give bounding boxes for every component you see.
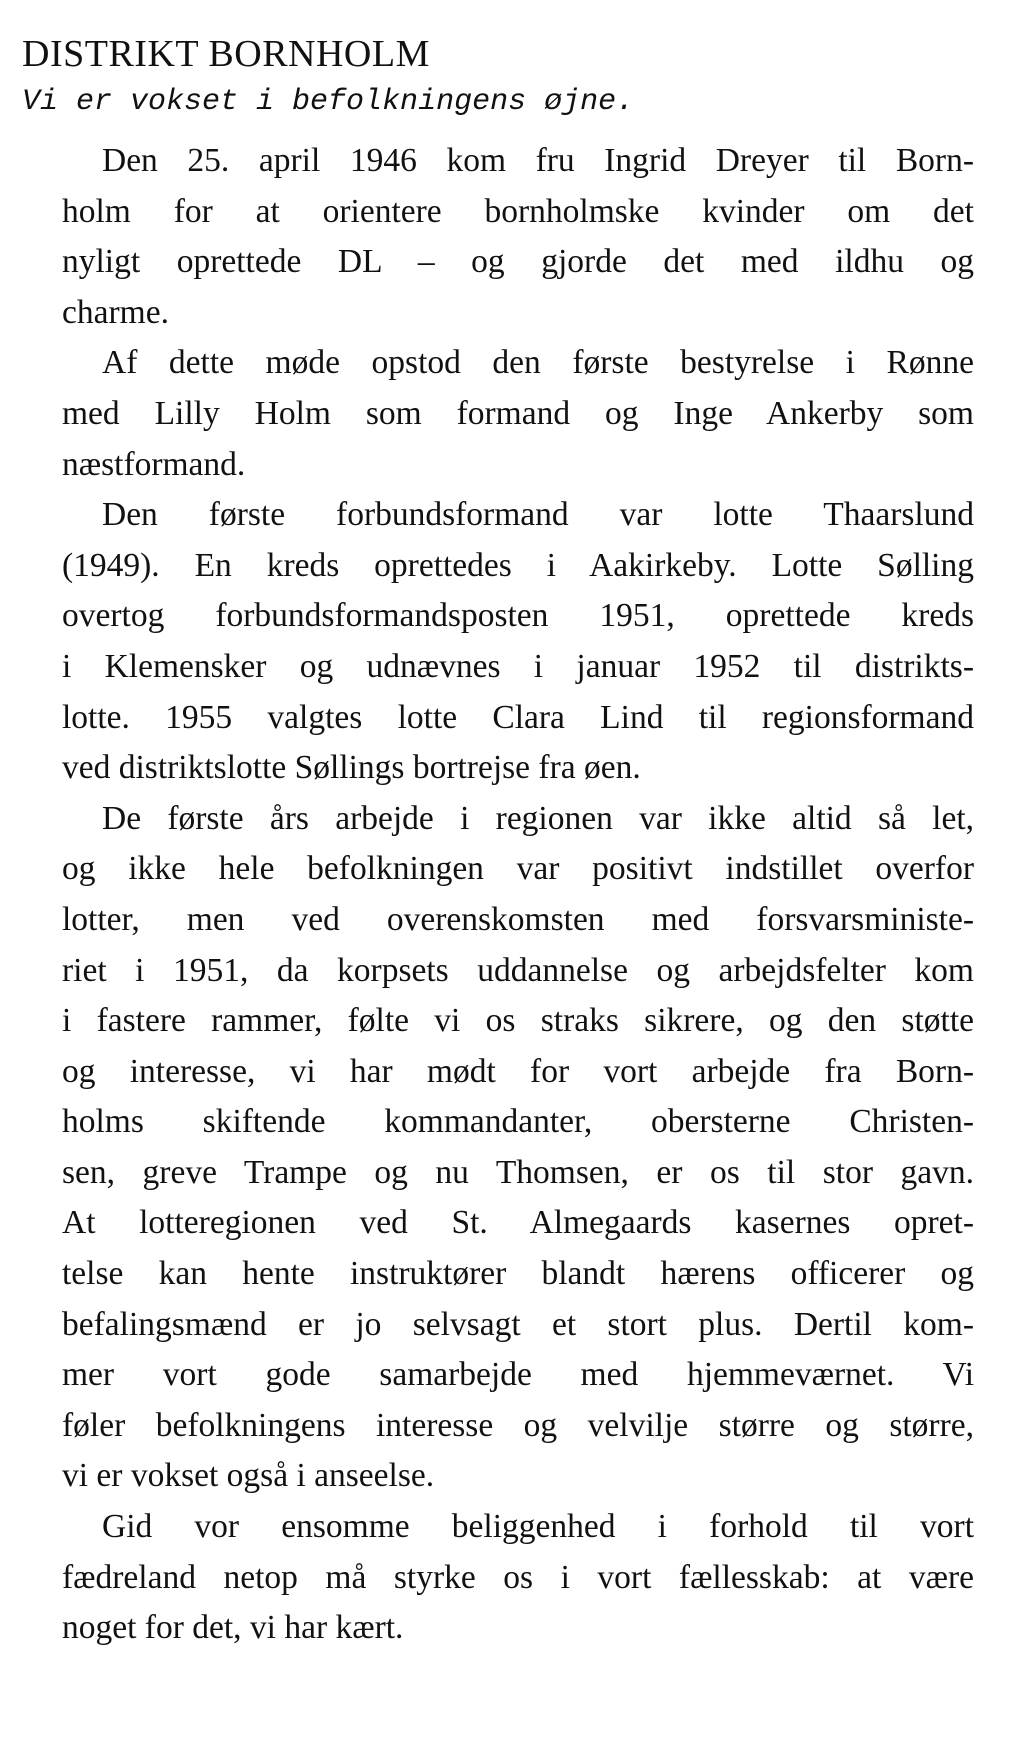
document-heading: DISTRIKT BORNHOLM — [22, 33, 430, 75]
text-line: befalingsmænd er jo selvsagt et stort plus. Dertil kom- — [62, 1305, 974, 1343]
text-line: sen, greve Trampe og nu Thomsen, er os til stor gavn. — [62, 1153, 974, 1191]
paragraph-4 — [22, 794, 974, 1502]
paragraph-3 — [22, 490, 974, 794]
paragraph-5 — [22, 1502, 974, 1654]
text-line: At lotteregionen ved St. Almegaards kasernes opret- — [62, 1204, 974, 1242]
text-line: og interesse, vi har mødt for vort arbejde fra Born- — [62, 1052, 974, 1090]
text-line: nyligt oprettede DL – og gjorde det med ildhu og — [62, 243, 974, 281]
text-line: ved distriktslotte Søllings bortrejse fra øen. — [62, 749, 641, 787]
text-line: fædreland netop må styrke os i vort fællesskab: at være — [62, 1558, 974, 1596]
text-line: med Lilly Holm som formand og Inge Ankerby som — [62, 394, 974, 432]
paragraph-2 — [22, 338, 974, 490]
text-line: noget for det, vi har kært. — [62, 1609, 404, 1647]
text-line: (1949). En kreds oprettedes i Aakirkeby. Lotte Sølling — [62, 546, 974, 584]
text-line: charme. — [62, 293, 169, 331]
text-line: riet i 1951, da korpsets uddannelse og arbejdsfelter kom — [62, 951, 974, 989]
text-line: Gid vor ensomme beliggenhed i forhold til vort — [102, 1508, 974, 1546]
text-line: næstformand. — [62, 445, 246, 483]
text-line: mer vort gode samarbejde med hjemmeværnet. Vi — [62, 1356, 974, 1394]
text-line: holm for at orientere bornholmske kvinder om det — [62, 192, 974, 230]
text-line: telse kan hente instruktører blandt hærens officerer og — [62, 1255, 974, 1293]
text-line: lotte. 1955 valgtes lotte Clara Lind til regionsformand — [62, 698, 974, 736]
text-line: Den første forbundsformand var lotte Thaarslund — [102, 496, 974, 534]
text-line: De første års arbejde i regionen var ikke altid så let, — [102, 799, 974, 837]
text-line: i fastere rammer, følte vi os straks sikrere, og den støtte — [62, 1002, 974, 1040]
text-line: lotter, men ved overenskomsten med forsvarsministe- — [62, 900, 974, 938]
text-line: Den 25. april 1946 kom fru Ingrid Dreyer til Born- — [102, 142, 974, 179]
paragraph-1 — [22, 136, 974, 338]
text-line: og ikke hele befolkningen var positivt indstillet overfor — [62, 850, 974, 888]
document-page — [22, 30, 974, 1654]
document-subtitle: Vi er vokset i befolkningens øjne. — [22, 85, 635, 119]
text-line: føler befolkningens interesse og velvilje større og større, — [62, 1406, 974, 1444]
text-line: Af dette møde opstod den første bestyrelse i Rønne — [102, 344, 974, 382]
text-line: holms skiftende kommandanter, obersterne Christen- — [62, 1103, 974, 1141]
text-line: i Klemensker og udnævnes i januar 1952 til distrikts- — [62, 647, 974, 685]
text-line: vi er vokset også i anseelse. — [62, 1457, 435, 1495]
text-line: overtog forbundsformandsposten 1951, oprettede kreds — [62, 597, 974, 635]
